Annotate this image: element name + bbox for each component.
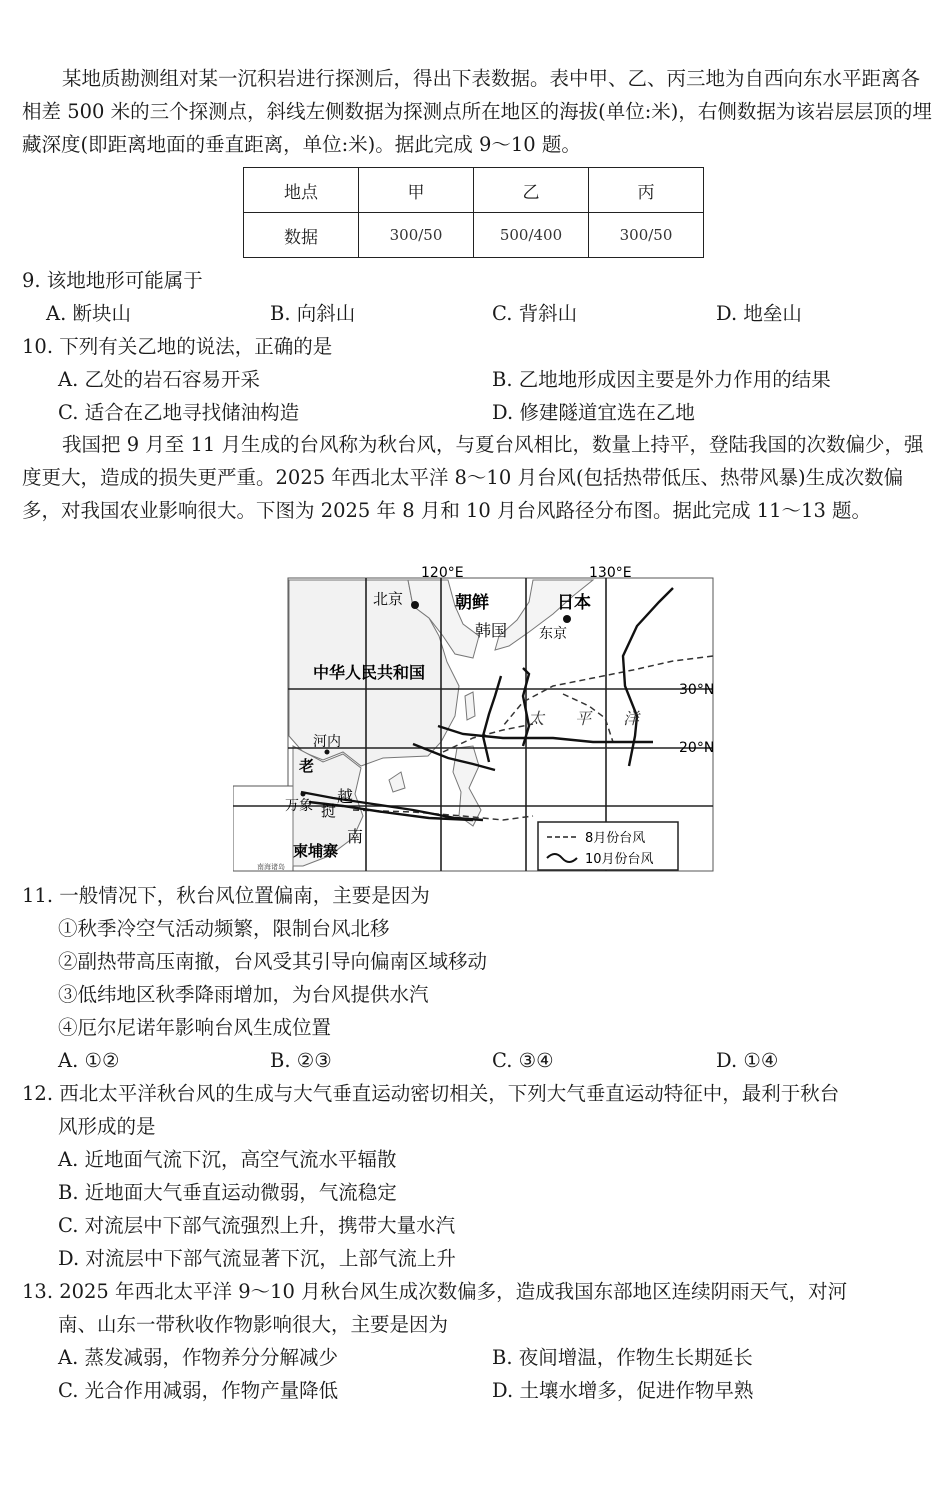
label-pacific-3: 洋 — [623, 709, 640, 728]
q10-option-d: D. 修建隧道宜选在乙地 — [492, 401, 695, 424]
q10-option-b: B. 乙地地形成因主要是外力作用的结果 — [492, 368, 831, 391]
table-cell: 300/50 — [359, 213, 474, 258]
hanoi-dot — [325, 750, 330, 755]
q13-option-c: C. 光合作用减弱，作物产量降低 — [58, 1379, 339, 1402]
label-laos-2: 挝 — [321, 802, 337, 820]
label-south-korea: 韩国 — [475, 621, 508, 640]
lon-label-130: 130°E — [589, 566, 632, 581]
table-cell: 300/50 — [589, 213, 704, 258]
label-vietnam-2: 南 — [347, 827, 364, 846]
table-header-cell: 地点 — [244, 168, 359, 213]
q11-option-d: D. ①④ — [716, 1049, 779, 1072]
label-south-sea-islands: 南海诸岛 — [257, 863, 285, 871]
q9-option-c: C. 背斜山 — [492, 302, 578, 325]
survey-data-table — [243, 167, 704, 258]
q9-option-a: A. 断块山 — [46, 302, 131, 325]
q11-option-b: B. ②③ — [270, 1049, 332, 1072]
table-header-cell: 甲 — [359, 168, 474, 213]
question-13-stem-2: 南、山东一带秋收作物影响很大，主要是因为 — [58, 1313, 449, 1336]
label-pacific-2: 平 — [575, 709, 592, 728]
q12-option-a: A. 近地面气流下沉，高空气流水平辐散 — [58, 1148, 397, 1171]
q13-option-a: A. 蒸发减弱，作物养分分解减少 — [58, 1346, 338, 1369]
legend-october: 10月份台风 — [585, 852, 654, 867]
label-cambodia: 柬埔寨 — [293, 842, 339, 860]
table-header-cell: 丙 — [589, 168, 704, 213]
taiwan-land — [465, 692, 475, 720]
question-12-stem-1: 12. 西北太平洋秋台风的生成与大气垂直运动密切相关，下列大气垂直运动特征中，最利于秋台 — [22, 1082, 840, 1105]
map-svg — [233, 566, 718, 876]
label-pacific-1: 太 — [528, 709, 545, 728]
q10-option-c: C. 适合在乙地寻找储油构造 — [58, 401, 300, 424]
lat-label-20: 20°N — [679, 740, 715, 756]
intro-passage-2: 我国把 9 月至 11 月生成的台风称为秋台风，与夏台风相比，数量上持平，登陆我国的次数偏少，强度更大，造成的损失更严重。2025 年西北太平洋 8～10 月台风(包括热带低压、热带风暴)生成次数偏多，对我国农业影响很大。下图为 2025 年 8 月和 10 月台风路径分布图。据此完成 11～13 题。 — [22, 433, 924, 522]
label-hanoi: 河内 — [313, 734, 341, 750]
question-9-stem: 9. 该地地形可能属于 — [22, 269, 203, 292]
question-11-stem: 11. 一般情况下，秋台风位置偏南，主要是因为 — [22, 884, 430, 907]
typhoon-track-map — [233, 566, 718, 876]
table-header-cell: 乙 — [474, 168, 589, 213]
q10-option-a: A. 乙处的岩石容易开采 — [58, 368, 260, 391]
label-vientiane: 万象 — [285, 798, 313, 814]
q11-item-3: ③低纬地区秋季降雨增加，为台风提供水汽 — [58, 983, 429, 1006]
lat-label-30: 30°N — [679, 682, 715, 698]
q11-option-c: C. ③④ — [492, 1049, 554, 1072]
tokyo-dot — [563, 615, 571, 623]
label-laos: 老 — [299, 757, 315, 775]
legend-august: 8月份台风 — [585, 831, 646, 846]
label-tokyo: 东京 — [539, 626, 567, 642]
map-legend — [538, 822, 678, 870]
question-13-stem-1: 13. 2025 年西北太平洋 9～10 月秋台风生成次数偏多，造成我国东部地区连续阴雨天气，对河 — [22, 1280, 848, 1303]
q12-option-c: C. 对流层中下部气流强烈上升，携带大量水汽 — [58, 1214, 456, 1237]
question-12-stem-2: 风形成的是 — [58, 1115, 156, 1138]
q9-option-d: D. 地垒山 — [716, 302, 802, 325]
table-row — [244, 168, 704, 213]
lon-label-120: 120°E — [421, 566, 464, 581]
label-japan: 日本 — [557, 593, 591, 613]
table-row — [244, 213, 704, 258]
beijing-dot — [411, 601, 419, 609]
q12-option-b: B. 近地面大气垂直运动微弱，气流稳定 — [58, 1181, 397, 1204]
label-beijing: 北京 — [373, 590, 404, 608]
intro-passage-1: 某地质勘测组对某一沉积岩进行探测后，得出下表数据。表中甲、乙、丙三地为自西向东水平距离各相差 500 米的三个探测点，斜线左侧数据为探测点所在地区的海拔(单位:米)，右侧数据为该岩层层顶的埋藏深度(即距离地面的垂直距离，单位:米)。据此完成 9～10 题。 — [22, 67, 932, 156]
q12-option-d: D. 对流层中下部气流显著下沉，上部气流上升 — [58, 1247, 456, 1270]
q13-option-d: D. 土壤水增多，促进作物早熟 — [492, 1379, 754, 1402]
label-china: 中华人民共和国 — [313, 663, 426, 682]
label-north-korea: 朝鲜 — [455, 593, 489, 613]
table-cell: 500/400 — [474, 213, 589, 258]
vientiane-dot — [301, 792, 306, 797]
table-row-label: 数据 — [244, 213, 359, 258]
q13-option-b: B. 夜间增温，作物生长期延长 — [492, 1346, 753, 1369]
south-sea-inset — [233, 786, 293, 871]
q11-item-4: ④厄尔尼诺年影响台风生成位置 — [58, 1016, 332, 1039]
q9-option-b: B. 向斜山 — [270, 302, 356, 325]
q11-option-a: A. ①② — [58, 1049, 120, 1072]
q11-item-1: ①秋季冷空气活动频繁，限制台风北移 — [58, 917, 390, 940]
label-vietnam-1: 越 — [337, 787, 354, 806]
question-10-stem: 10. 下列有关乙地的说法，正确的是 — [22, 335, 333, 358]
q11-item-2: ②副热带高压南撤，台风受其引导向偏南区域移动 — [58, 950, 488, 973]
